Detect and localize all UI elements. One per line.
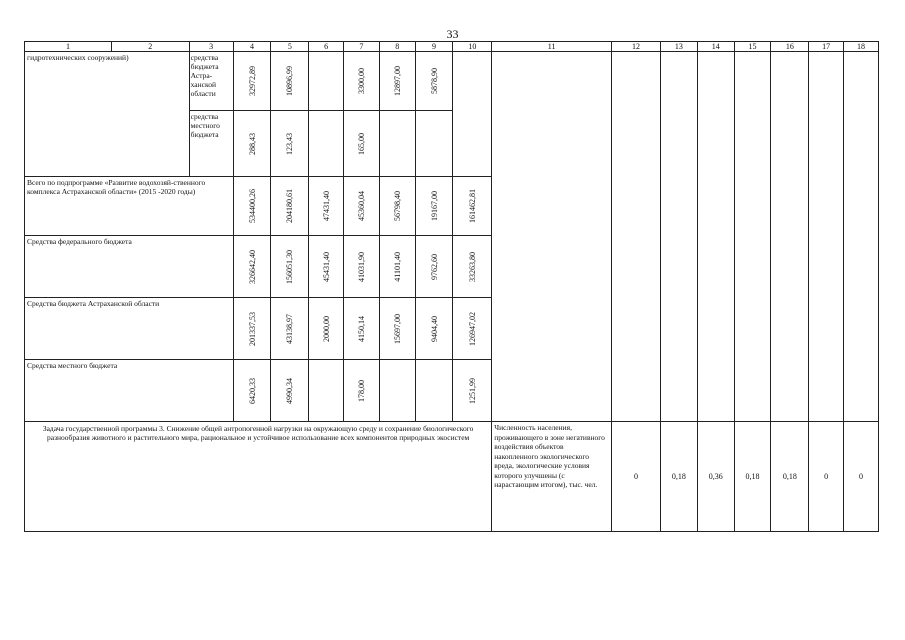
value-cell: 9404,40 [415, 298, 453, 360]
value-cell [809, 52, 844, 422]
indicator-text: Численность населения, проживающего в зоне негативного воздействия объектов накопленного экологического вреда, экологические условия которого улучшены (с нарастающим итогом), тыс. чел. [492, 422, 612, 532]
value-cell: 204180,61 [271, 177, 309, 236]
value-cell: 534400,26 [233, 177, 271, 236]
col-header: 15 [734, 42, 771, 52]
value-cell [379, 111, 415, 177]
value-cell: 6420,33 [233, 360, 271, 422]
value-cell: 123,43 [271, 111, 309, 177]
col-header: 11 [492, 42, 612, 52]
value-cell: 10896,99 [271, 52, 309, 111]
col-header: 9 [415, 42, 453, 52]
col-header: 1 [25, 42, 112, 52]
value-cell [771, 52, 809, 422]
indicator-value: 0,18 [771, 422, 809, 532]
col-header: 5 [271, 42, 309, 52]
row-label: Средства местного бюджета [25, 360, 234, 422]
col-header: 4 [233, 42, 271, 52]
value-cell: 1251,99 [453, 360, 492, 422]
indicator-value: 0 [844, 422, 879, 532]
value-cell: 47431,40 [309, 177, 344, 236]
value-cell [309, 360, 344, 422]
col-header: 18 [844, 42, 879, 52]
indicator-cell [492, 52, 612, 422]
value-cell [415, 111, 453, 177]
col-header: 10 [453, 42, 492, 52]
value-cell: 178,00 [344, 360, 380, 422]
value-cell: 9762,60 [415, 236, 453, 298]
value-cell: 33263,80 [453, 236, 492, 298]
value-cell: 4150,14 [344, 298, 380, 360]
value-cell: 12897,00 [379, 52, 415, 111]
row-label: гидротехнических сооружений) [25, 52, 190, 177]
col-header: 6 [309, 42, 344, 52]
value-cell [309, 111, 344, 177]
col-header: 2 [111, 42, 189, 52]
value-cell [309, 52, 344, 111]
value-cell: 201337,53 [233, 298, 271, 360]
value-cell [415, 360, 453, 422]
value-cell: 45431,40 [309, 236, 344, 298]
funding-source: средства бюджета Астра-ханской области [189, 52, 233, 111]
task-row [25, 422, 879, 532]
value-cell: 15697,00 [379, 298, 415, 360]
indicator-value: 0,36 [697, 422, 734, 532]
value-cell: 41101,40 [379, 236, 415, 298]
value-cell: 4990,34 [271, 360, 309, 422]
col-header: 3 [189, 42, 233, 52]
value-cell: 156051,30 [271, 236, 309, 298]
col-header: 12 [611, 42, 660, 52]
indicator-value: 0 [809, 422, 844, 532]
value-cell: 5878,90 [415, 52, 453, 111]
task-description: Задача государственной программы 3. Снижение общей антропогенной нагрузки на окружающую среду и сохранение биологического разнообразия животного и растительного мира, рациональное и устойчивое использование всех компонентов природных экосистем [25, 422, 492, 532]
indicator-value: 0,18 [734, 422, 771, 532]
value-cell: 43138,97 [271, 298, 309, 360]
value-cell [661, 52, 698, 422]
value-cell [453, 52, 492, 177]
value-cell [844, 52, 879, 422]
table-row [25, 52, 879, 111]
col-header: 8 [379, 42, 415, 52]
col-header: 17 [809, 42, 844, 52]
value-cell [379, 360, 415, 422]
col-header: 16 [771, 42, 809, 52]
row-label: Средства бюджета Астраханской области [25, 298, 234, 360]
value-cell: 288,43 [233, 111, 271, 177]
funding-source: средства местного бюджета [189, 111, 233, 177]
col-header: 14 [697, 42, 734, 52]
indicator-value: 0 [611, 422, 660, 532]
value-cell: 3300,00 [344, 52, 380, 111]
row-label: Средства федерального бюджета [25, 236, 234, 298]
program-table [24, 41, 879, 532]
column-number-row [25, 42, 879, 52]
value-cell [611, 52, 660, 422]
value-cell: 45360,04 [344, 177, 380, 236]
value-cell: 32972,89 [233, 52, 271, 111]
value-cell: 126947,02 [453, 298, 492, 360]
col-header: 7 [344, 42, 380, 52]
indicator-value: 0,18 [661, 422, 698, 532]
value-cell: 41031,90 [344, 236, 380, 298]
value-cell: 19167,00 [415, 177, 453, 236]
value-cell: 2000,00 [309, 298, 344, 360]
row-label: Всего по подпрограмме «Развитие водохозяй-ственного комплекса Астраханской области» (2015 -2020 годы) [25, 177, 234, 236]
col-header: 13 [661, 42, 698, 52]
value-cell: 161462,81 [453, 177, 492, 236]
value-cell [734, 52, 771, 422]
value-cell: 56798,40 [379, 177, 415, 236]
page-number: 33 [446, 27, 459, 41]
value-cell: 165,00 [344, 111, 380, 177]
value-cell: 326642,40 [233, 236, 271, 298]
value-cell [697, 52, 734, 422]
